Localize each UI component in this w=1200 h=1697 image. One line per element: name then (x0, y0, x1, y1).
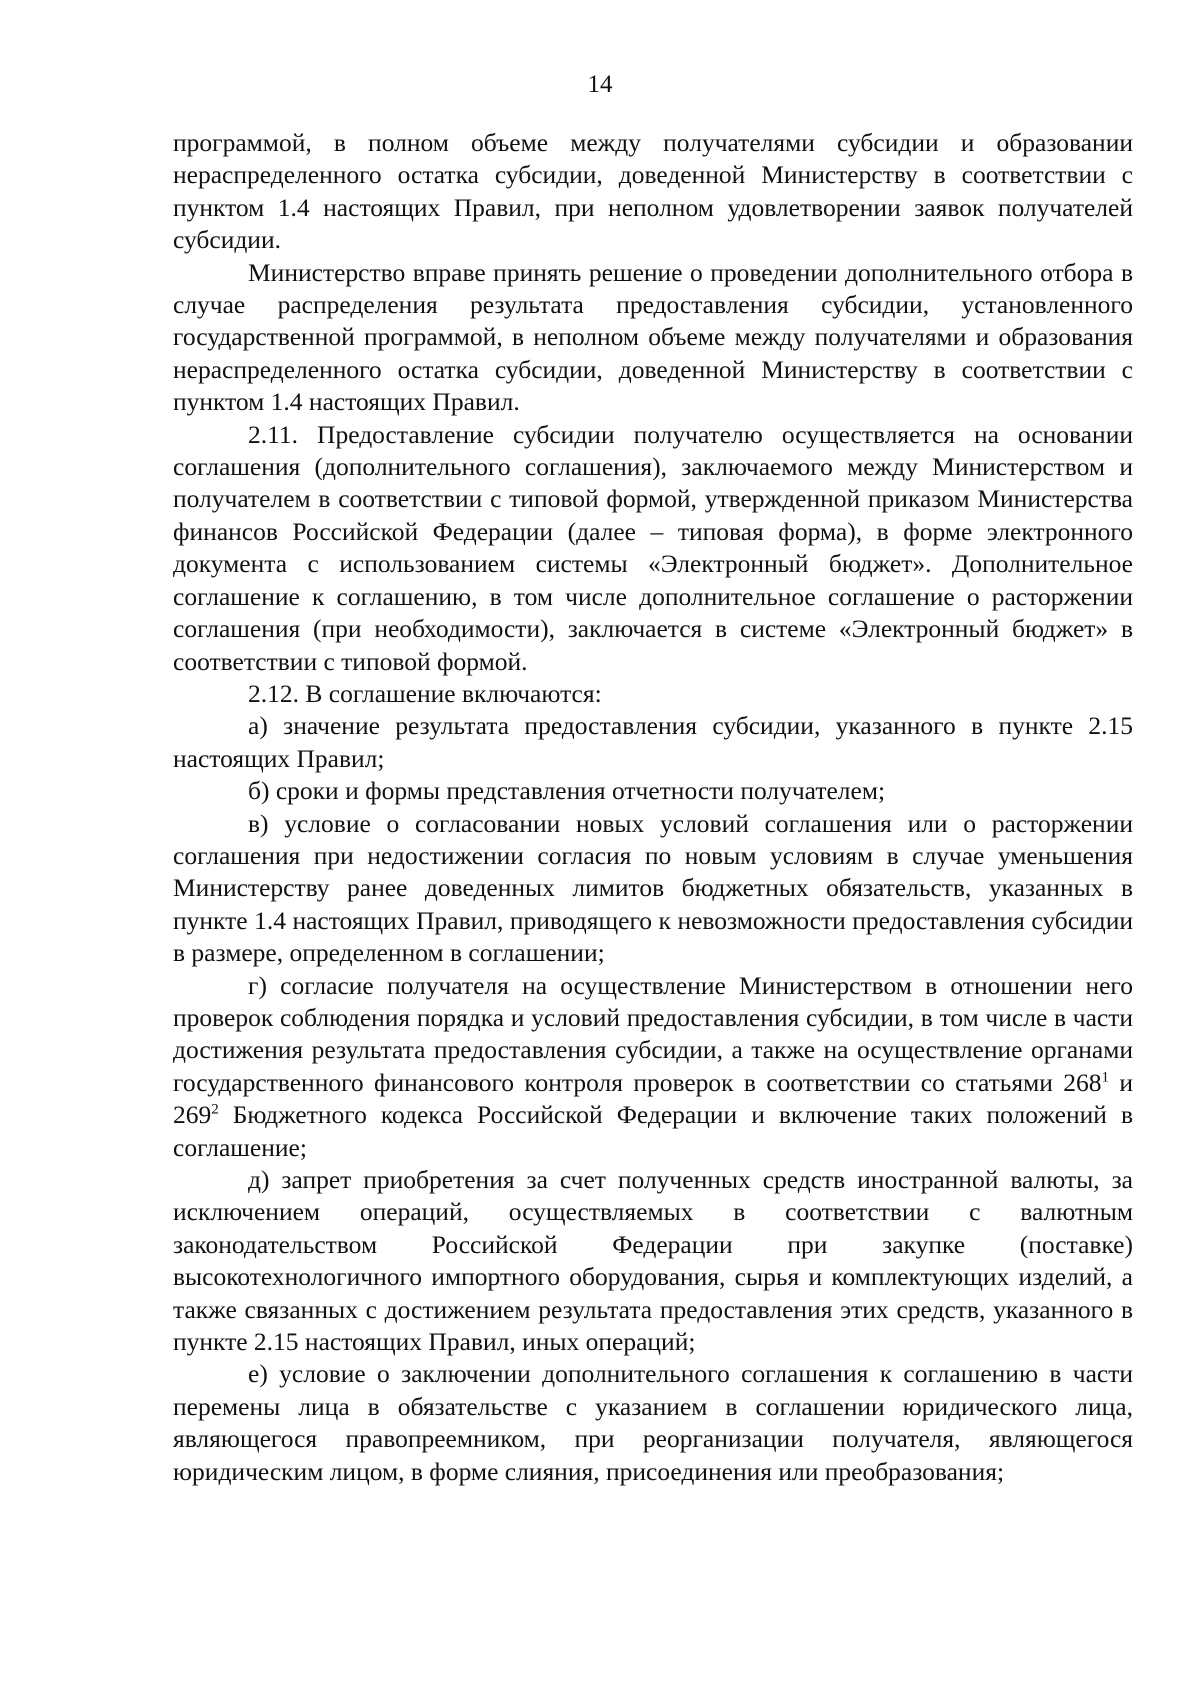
list-item-b: б) сроки и формы представления отчетности получателем; (248, 776, 886, 806)
list-item-v: в) условие о согласовании новых условий соглашения или о расторжении соглашения при недостижении согласия по новым условиям в случае уменьшения Министерству ранее доведенных лимитов бюджетных обязательств, указанных в пункте 1.4 настоящих Правил, приводящего к невозможности предоставления субсидии в размере, определенном в соглашении; (173, 808, 1133, 968)
list-item-e: е) условие о заключении дополнительного соглашения к соглашению в части перемены лица в обязательстве с указанием в соглашении юридического лица, являющегося правопреемником, при реорганизации получателя, являющегося юридическим лицом, в форме слияния, присоединения или преобразования; (173, 1359, 1133, 1486)
page-number: 14 (587, 71, 613, 98)
superscript-2: 2 (211, 1101, 219, 1118)
list-item-g-text-after: Бюджетного кодекса Российской Федерации и включение таких положений в соглашение; (173, 1100, 1133, 1162)
paragraph-additional-selection: Министерство вправе принять решение о проведении дополнительного отбора в случае распределения результата предоставления субсидии, установленного государственной программой, в неполном объеме между получателями и образования нераспределенного остатка субсидии, доведенной Министерству в соответствии с пунктом 1.4 настоящих Правил. (173, 257, 1133, 417)
paragraph-2-12: 2.12. В соглашение включаются: (248, 678, 602, 708)
document-body (173, 127, 1133, 1488)
list-item-g-text-middle: и 269 (173, 1067, 1133, 1130)
list-item-a: а) значение результата предоставления субсидии, указанного в пункте 2.15 настоящих Правил; (173, 711, 1133, 773)
list-item-g (173, 970, 1133, 1164)
list-item-g-text-before: г) согласие получателя на осуществление Министерством в отношении него проверок соблюдения порядка и условий предоставления субсидии, в том числе в части достижения результата предоставления субсидии, а также на осуществление органами государственного финансового контроля проверок в соответствии со статьями 268 (173, 970, 1133, 1097)
paragraph-2-11: 2.11. Предоставление субсидии получателю осуществляется на основании соглашения (дополнительного соглашения), заключаемого между Министерством и получателем в соответствии с типовой формой, утвержденной приказом Министерства финансов Российской Федерации (далее – типовая форма), в форме электронного документа с использованием системы «Электронный бюджет». Дополнительное соглашение к соглашению, в том числе дополнительное соглашение о расторжении соглашения (при необходимости), заключается в системе «Электронный бюджет» в соответствии с типовой формой. (173, 419, 1133, 676)
paragraph-continuation: программой, в полном объеме между получателями субсидии и образовании нераспределенного остатка субсидии, доведенной Министерству в соответствии с пунктом 1.4 настоящих Правил, при неполном удовлетворении заявок получателей субсидии. (173, 128, 1133, 255)
superscript-1: 1 (1101, 1069, 1109, 1086)
list-item-d: д) запрет приобретения за счет полученных средств иностранной валюты, за исключением операций, осуществляемых в соответствии с валютным законодательством Российской Федерации при закупке (поставке) высокотехнологичного импортного оборудования, сырья и комплектующих изделий, а также связанных с достижением результата предоставления этих средств, указанного в пункте 2.15 настоящих Правил, иных операций; (173, 1165, 1133, 1357)
